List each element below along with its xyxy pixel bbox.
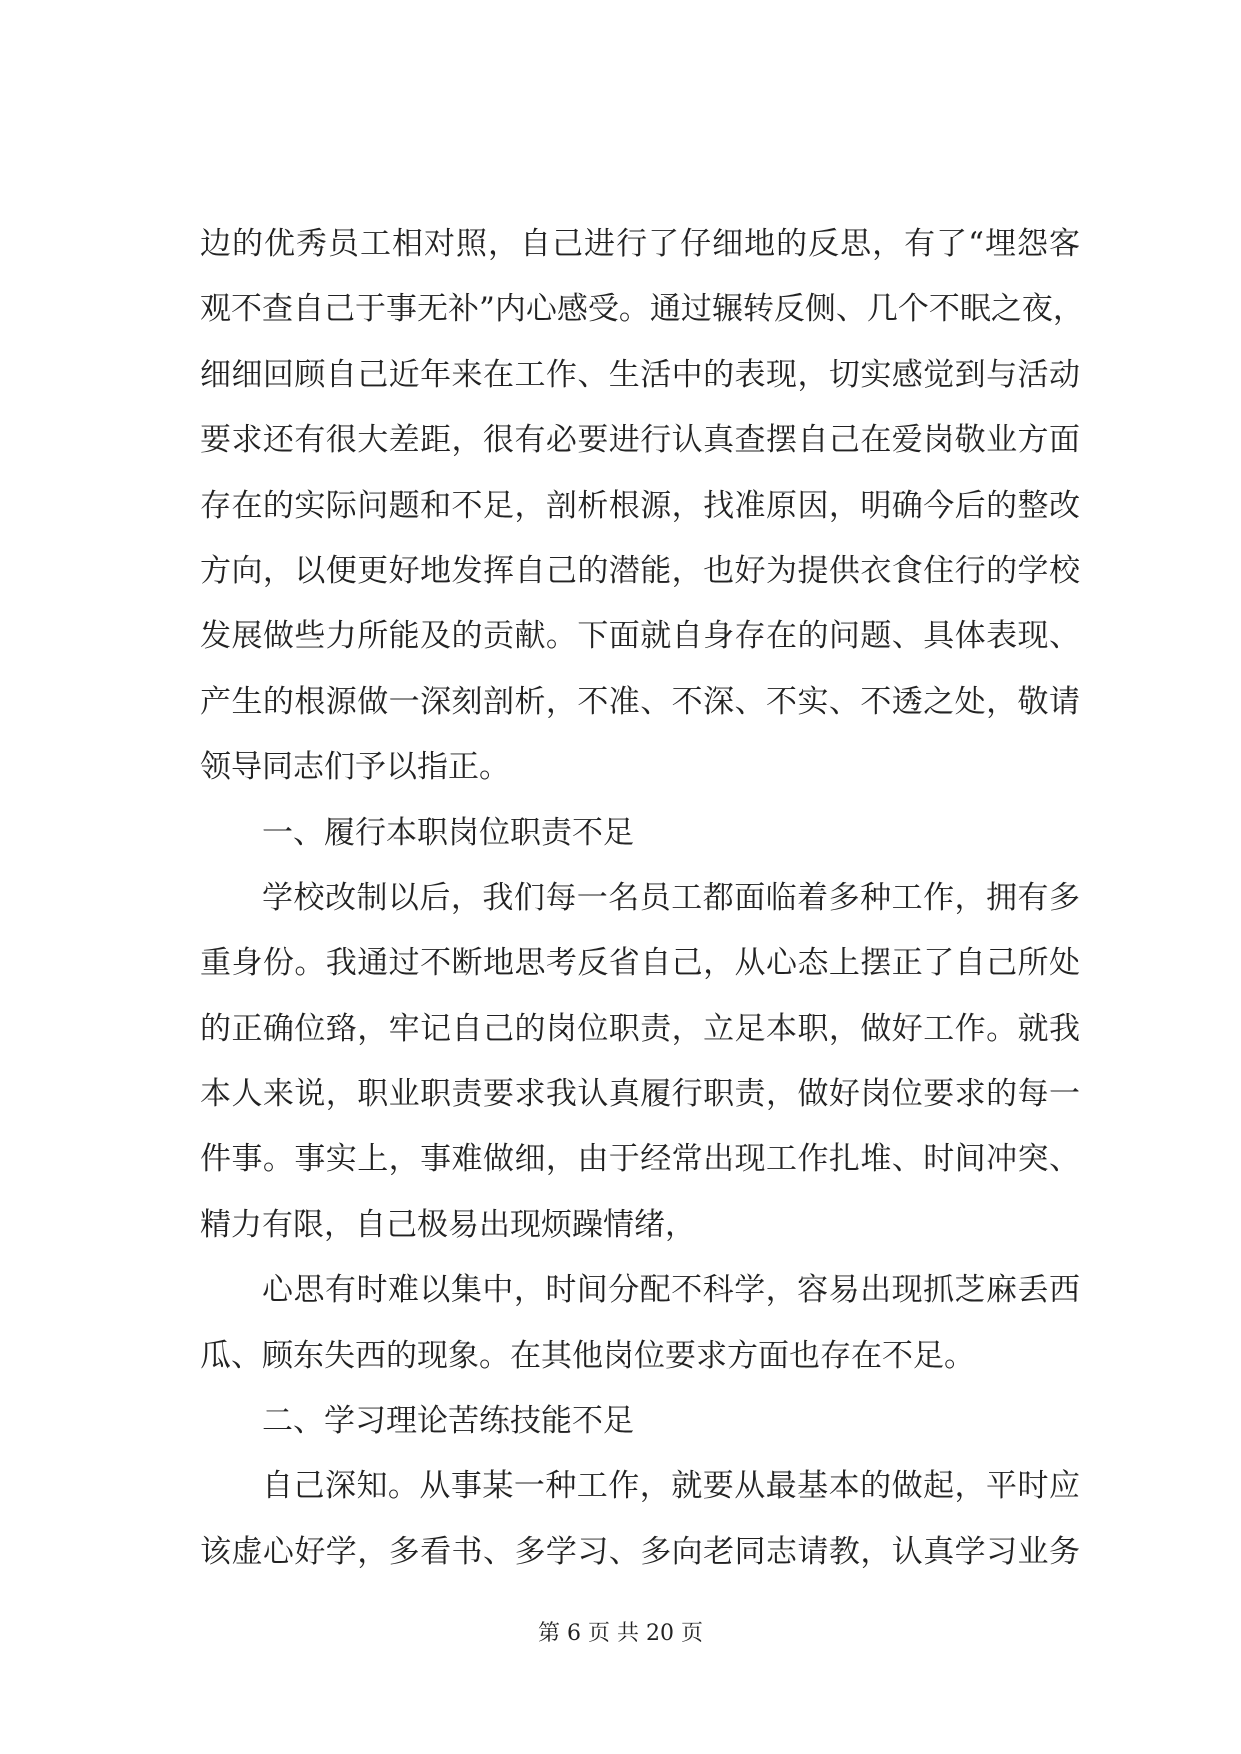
paragraph-line: 存在的实际问题和不足，剖析根源，找准原因，明确今后的整改 bbox=[200, 487, 1080, 524]
paragraph-line: 观不查自己于事无补”内心感受。通过辗转反侧、几个不眠之夜， bbox=[200, 291, 1084, 328]
paragraph-line: 重身份。我通过不断地思考反省自己，从心态上摆正了自己所处 bbox=[200, 945, 1080, 982]
paragraph-line: 产生的根源做一深刻剖析，不准、不深、不实、不透之处，敬请 bbox=[200, 683, 1080, 720]
document-body bbox=[200, 224, 1084, 1597]
paragraph-line: 细细回顾自己近年来在工作、生活中的表现，切实感觉到与活动 bbox=[200, 356, 1080, 393]
paragraph-line: 学校改制以后，我们每一名员工都面临着多种工作，拥有多 bbox=[262, 879, 1080, 916]
paragraph-line: 领导同志们予以指正。 bbox=[200, 749, 510, 786]
paragraph-line: 方向，以便更好地发挥自己的潜能，也好为提供衣食住行的学校 bbox=[200, 552, 1080, 589]
paragraph-line: 心思有时难以集中，时间分配不科学，容易出现抓芝麻丢西 bbox=[262, 1272, 1080, 1309]
paragraph-line: 的正确位臵，牢记自己的岗位职责，立足本职，做好工作。就我 bbox=[200, 1010, 1080, 1047]
paragraph-line: 该虚心好学，多看书、多学习、多向老同志请教，认真学习业务 bbox=[200, 1533, 1080, 1570]
section-heading: 二、学习理论苦练技能不足 bbox=[262, 1403, 634, 1440]
paragraph-line: 要求还有很大差距，很有必要进行认真查摆自己在爱岗敬业方面 bbox=[200, 422, 1080, 459]
paragraph-line: 件事。事实上，事难做细，由于经常出现工作扎堆、时间冲突、 bbox=[200, 1141, 1080, 1178]
paragraph-line: 自己深知。从事某一种工作，就要从最基本的做起，平时应 bbox=[262, 1468, 1080, 1505]
paragraph-line: 瓜、顾东失西的现象。在其他岗位要求方面也存在不足。 bbox=[200, 1337, 975, 1374]
paragraph-line: 精力有限，自己极易出现烦躁情绪， bbox=[200, 1206, 696, 1243]
section-heading: 一、履行本职岗位职责不足 bbox=[262, 814, 634, 851]
paragraph-line: 发展做些力所能及的贡献。下面就自身存在的问题、具体表现、 bbox=[200, 618, 1080, 655]
paragraph-line: 本人来说，职业职责要求我认真履行职责，做好岗位要求的每一 bbox=[200, 1076, 1080, 1113]
page-number-footer: 第 6 页 共 20 页 bbox=[538, 1621, 703, 1646]
paragraph-line: 边的优秀员工相对照，自己进行了仔细地的反思，有了“埋怨客 bbox=[200, 226, 1080, 262]
